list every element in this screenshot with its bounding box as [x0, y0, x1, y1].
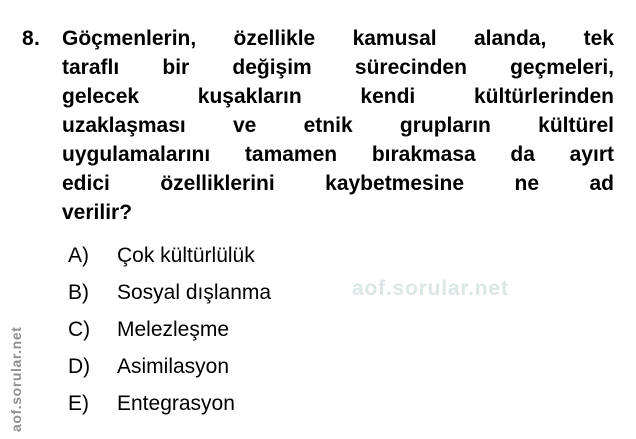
question-line: verilir? — [62, 201, 133, 224]
question-line: uzaklaşması ve etnik grupların kültürel — [62, 114, 614, 137]
option-text: Entegrasyon — [117, 391, 235, 415]
option-text: Sosyal dışlanma — [117, 280, 272, 304]
option-letter: E) — [68, 391, 89, 415]
option-letter: C) — [68, 317, 91, 341]
option-a — [68, 237, 271, 274]
question-line: uygulamalarını tamamen bırakmasa da ayırt — [62, 143, 614, 166]
option-b — [68, 274, 271, 311]
question-line: taraflı bir değişim sürecinden geçmeleri, — [62, 56, 614, 79]
options-list — [68, 237, 271, 422]
question-line: edici özelliklerini kaybetmesine ne ad — [62, 172, 614, 195]
question-line: Göçmenlerin, özellikle kamusal alanda, tek — [62, 27, 614, 50]
watermark-vertical: aof.sorular.net — [8, 326, 24, 432]
question-number: 8. — [22, 27, 41, 50]
option-c — [68, 311, 271, 348]
watermark-horizontal: aof.sorular.net — [352, 277, 509, 300]
option-text: Melezleşme — [117, 317, 230, 341]
option-text: Çok kültürlülük — [117, 243, 255, 267]
question-line: gelecek kuşakların kendi kültürlerinden — [62, 85, 614, 108]
option-d — [68, 348, 271, 385]
question-text — [62, 24, 614, 227]
option-letter: D) — [68, 354, 91, 378]
option-text: Asimilasyon — [117, 354, 230, 378]
option-letter: B) — [68, 280, 89, 304]
option-e — [68, 385, 271, 422]
option-letter: A) — [68, 243, 89, 267]
